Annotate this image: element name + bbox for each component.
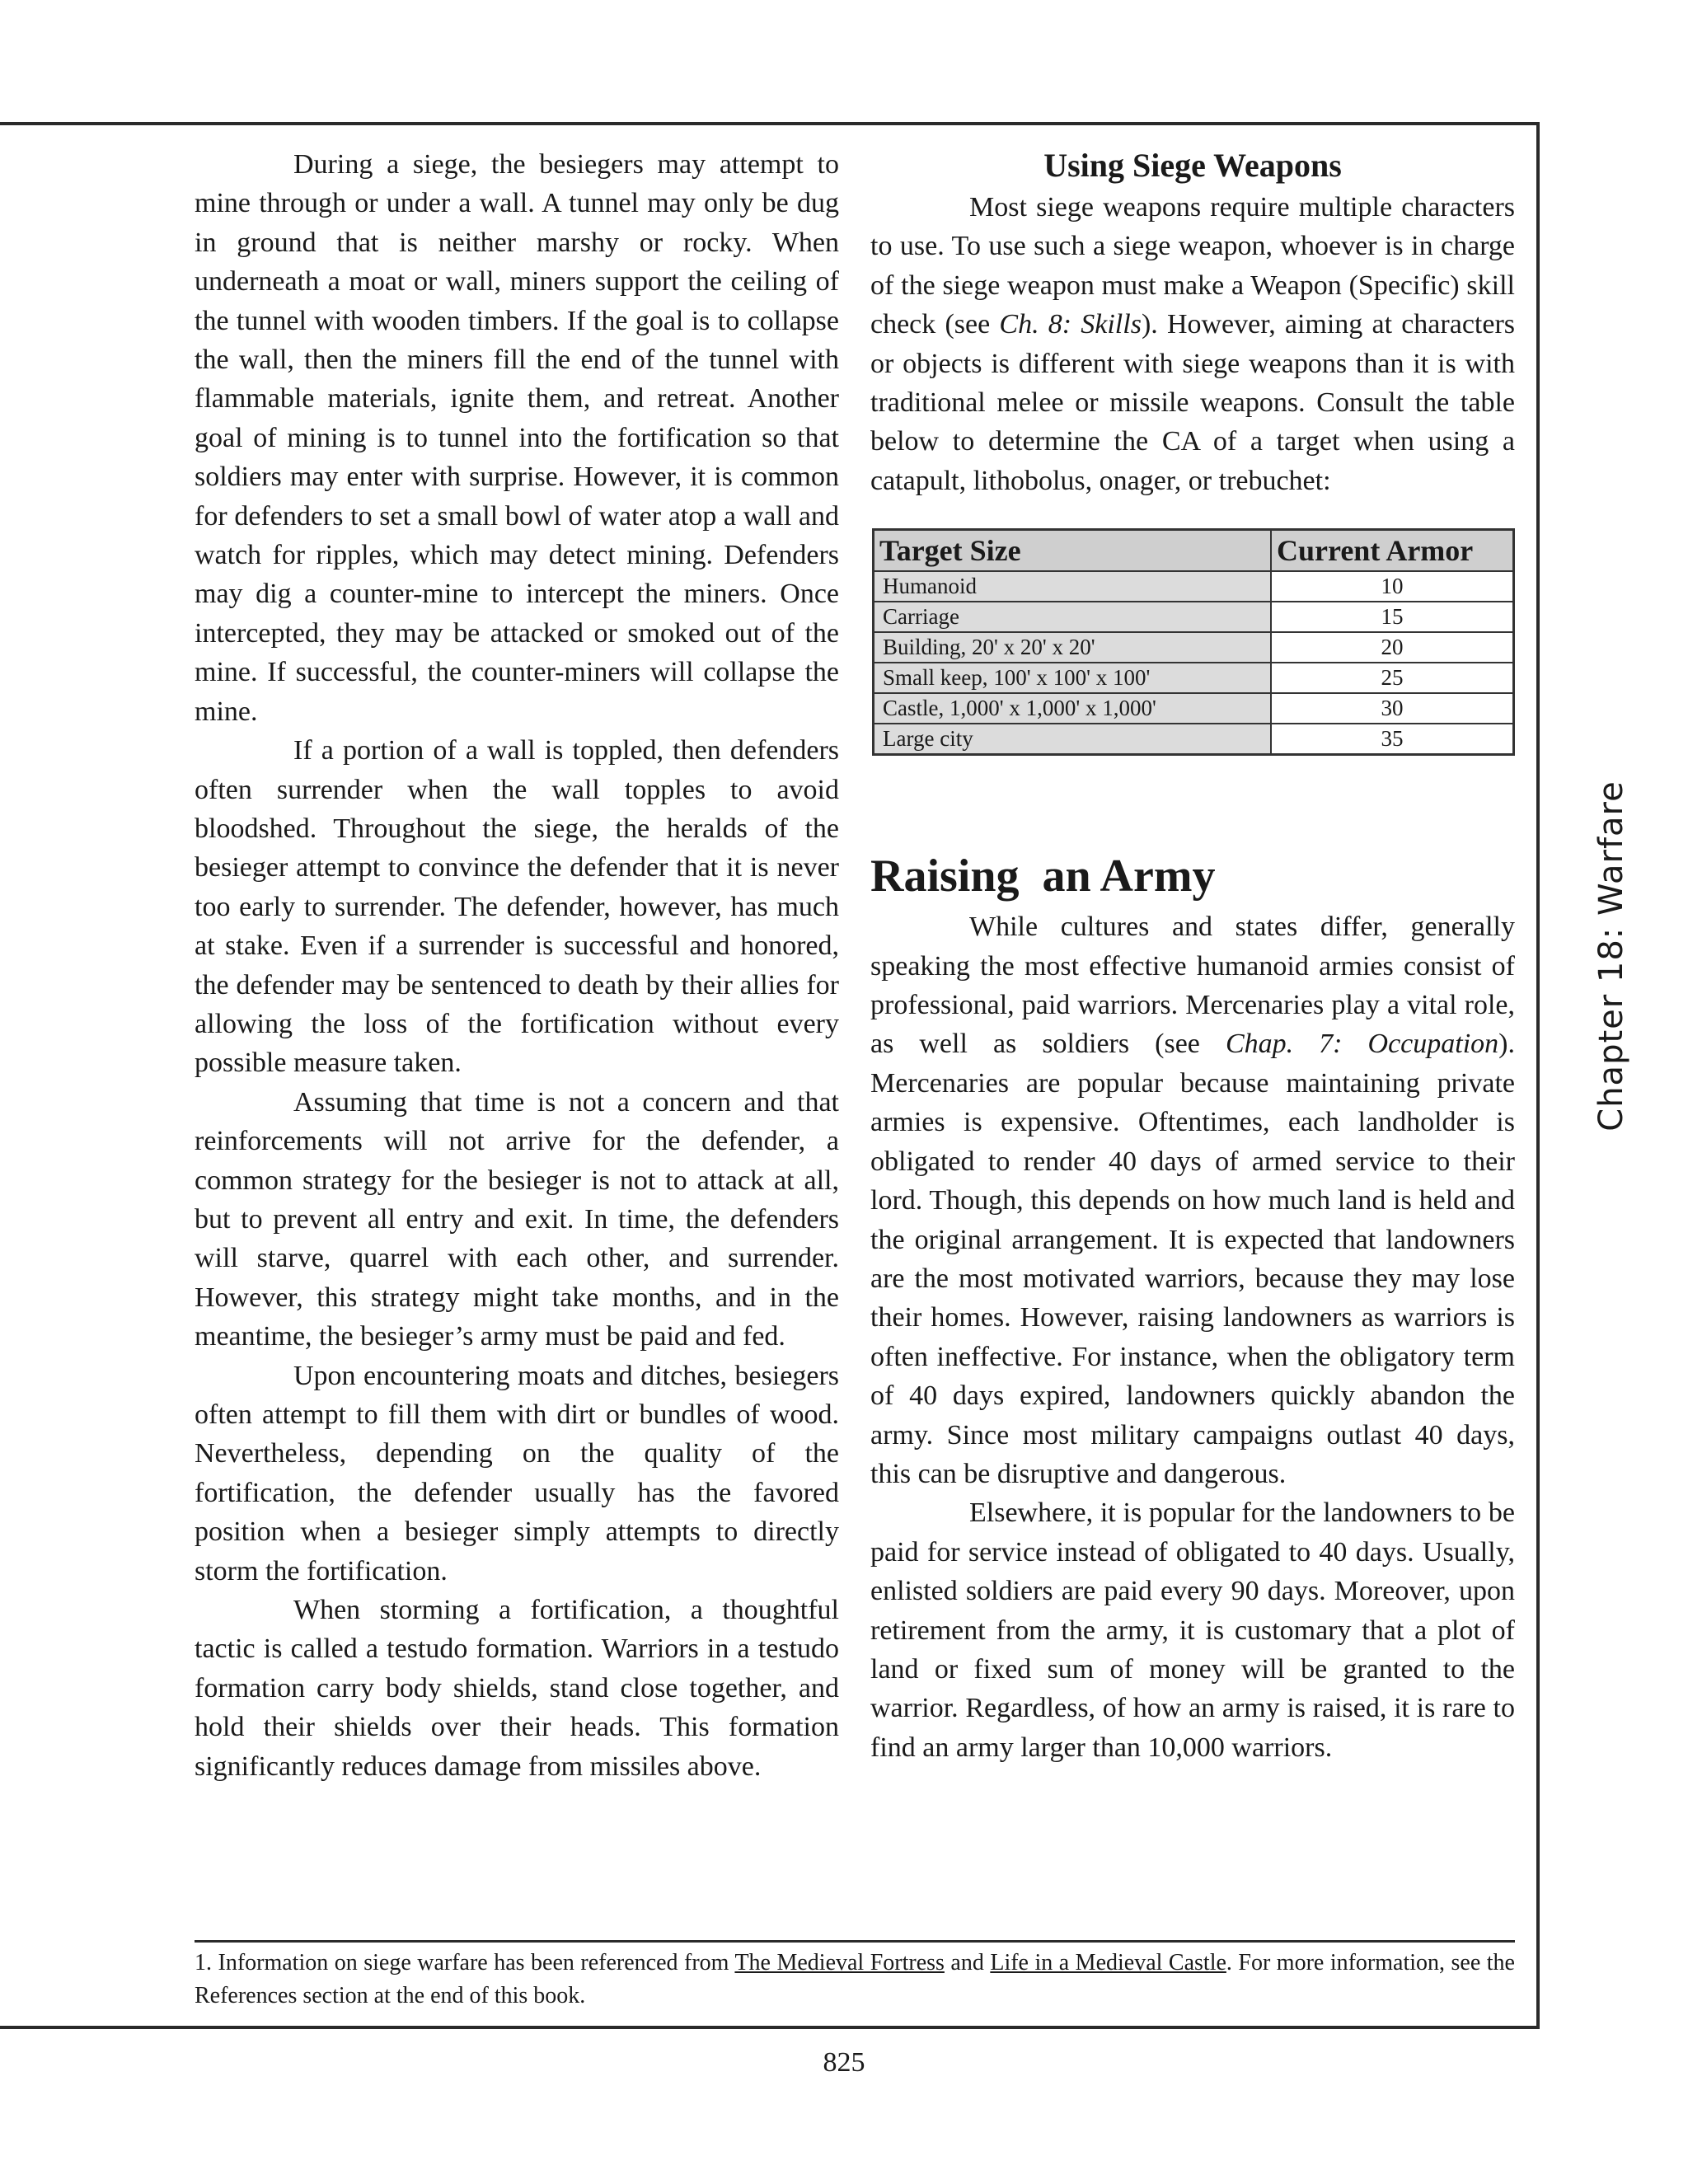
page-frame-right (1536, 122, 1540, 2029)
current-armor-table (872, 528, 1515, 756)
table-header-row (874, 530, 1514, 572)
siege-text-after: ). However, aiming at characters or objects is different with siege weapons than it is with traditional melee or missile weapons. Consult the table below to determine the CA of a target when using a catapult, lithobolus, onager, or trebuchet: (870, 309, 1515, 496)
table-row (874, 724, 1514, 755)
current-armor-cell: 20 (1271, 632, 1514, 663)
reference-medieval-castle: Life in a Medieval Castle (990, 1950, 1226, 1975)
paragraph-testudo: When storming a fortification, a thoughtful tactic is called a testudo formation. Warriors in a testudo formation carry body shields, stand close together, and hold their shields over their heads. This formation significantly reduces damage from missiles above. (195, 1595, 839, 1782)
table-row (874, 571, 1514, 602)
footnote-divider (195, 1940, 1515, 1943)
paragraph-moats-ditches: Upon encountering moats and ditches, besiegers often attempt to fill them with dirt or bundles of wood. Nevertheless, depending on the quality of the fortification, the defender usually has the favored position when a besieger simply attempts to directly storm the fortification. (195, 1360, 839, 1586)
paragraph-siege-weapons (870, 188, 1515, 500)
siege-text-before: Most siege weapons require multiple characters to use. To use such a siege weapon, whoever is in charge of the siege weapon must make a Weapon (Specific) skill check (see (870, 192, 1515, 340)
paragraph-starvation-strategy: Assuming that time is not a concern and that reinforcements will not arrive for the defender, a common strategy for the besieger is not to attack at all, but to prevent all entry and exit. In time, the defenders will starve, quarrel with each other, and surrender. However, this strategy might take months, and in the meantime, the besieger’s army must be paid and fed. (195, 1086, 839, 1352)
footnote-prefix: 1. Information on siege warfare has been referenced from (195, 1950, 735, 1975)
current-armor-cell: 25 (1271, 663, 1514, 693)
current-armor-cell: 30 (1271, 693, 1514, 724)
table-row (874, 602, 1514, 632)
paragraph-wall-toppled: If a portion of a wall is toppled, then defenders often surrender when the wall topples to avoid bloodshed. Throughout the siege, the heralds of the besieger attempt to convince the defender that it is never too early to surrender. The defender, however, has much at stake. Even if a surrender is successful and honored, the defender may be sentenced to death by their allies for allowing the loss of the fortification without every possible measure taken. (195, 735, 839, 1079)
army-text-before: While cultures and states differ, generally speaking the most effective humanoid armies consist of professional, paid warriors. Mercenaries play a vital role, as well as soldiers (see (870, 912, 1515, 1060)
siege-weapons-heading: Using Siege Weapons (1043, 147, 1342, 184)
target-size-cell: Large city (874, 724, 1272, 755)
target-size-cell: Building, 20' x 20' x 20' (874, 632, 1272, 663)
chapter-side-label: Chapter 18: Warfare (1592, 780, 1630, 1132)
current-armor-cell: 10 (1271, 571, 1514, 602)
target-size-cell: Small keep, 100' x 100' x 100' (874, 663, 1272, 693)
footnote-mid: and (944, 1950, 991, 1975)
army-text-after: ). Mercenaries are popular because maintaining private armies is expensive. Oftentimes, each landholder is obligated to render 40 days of armed service to their lord. Though, this depends on how much land is held and the original arrangement. It is expected that landowners are the most motivated warriors, because they may lose their homes. However, raising landowners as warriors is often ineffective. For instance, when the obligatory term of 40 days expired, landowners quickly abandon the army. Since most military campaigns outlast 40 days, this can be disruptive and dangerous. (870, 1029, 1515, 1489)
table-row (874, 632, 1514, 663)
reference-medieval-fortress: The Medieval Fortress (734, 1950, 945, 1975)
right-column (870, 145, 1515, 1767)
paragraph-paid-service: Elsewhere, it is popular for the landowners to be paid for service instead of obligated to 40 days. Usually, enlisted soldiers are paid every 90 days. Moreover, upon retirement from the army, it is customary that a plot of land or fixed sum of money will be granted to the warrior. Regardless, of how an army is raised, it is rare to find an army larger than 10,000 warriors. (870, 1497, 1515, 1763)
footnote (195, 1947, 1515, 2013)
paragraph-professional-armies (870, 907, 1515, 1493)
page-frame-bottom (0, 2026, 1540, 2029)
target-size-cell: Carriage (874, 602, 1272, 632)
table-row (874, 693, 1514, 724)
page-number: 825 (823, 2047, 865, 2078)
footnote-suffix: . For more information, see the References section at the end of this book. (195, 1950, 1515, 2008)
target-size-cell: Castle, 1,000' x 1,000' x 1,000' (874, 693, 1272, 724)
target-size-cell: Humanoid (874, 571, 1272, 602)
table-row (874, 663, 1514, 693)
current-armor-cell: 15 (1271, 602, 1514, 632)
current-armor-cell: 35 (1271, 724, 1514, 755)
header-current-armor: Current Armor (1271, 530, 1514, 572)
page-frame-top (0, 122, 1540, 125)
skills-reference: Ch. 8: Skills (999, 309, 1142, 340)
header-target-size: Target Size (874, 530, 1272, 572)
raising-army-heading: Raising an Army (870, 851, 1216, 902)
left-column (195, 145, 839, 1786)
occupation-reference: Chap. 7: Occupation (1225, 1029, 1499, 1060)
section-spacer (870, 756, 1515, 851)
paragraph-mining: During a siege, the besiegers may attempt to mine through or under a wall. A tunnel may only be dug in ground that is neither marshy or rocky. When underneath a moat or wall, miners support the ceiling of the tunnel with wooden timbers. If the goal is to collapse the wall, then the miners fill the end of the tunnel with flammable materials, ignite them, and retreat. Another goal of mining is to tunnel into the fortification so that soldiers may enter with surprise. However, it is common for defenders to set a small bowl of water atop a wall and watch for ripples, which may detect mining. Defenders may dig a counter-mine to intercept the miners. Once intercepted, they may be attacked or smoked out of the mine. If successful, the counter-miners will collapse the mine. (195, 149, 839, 727)
